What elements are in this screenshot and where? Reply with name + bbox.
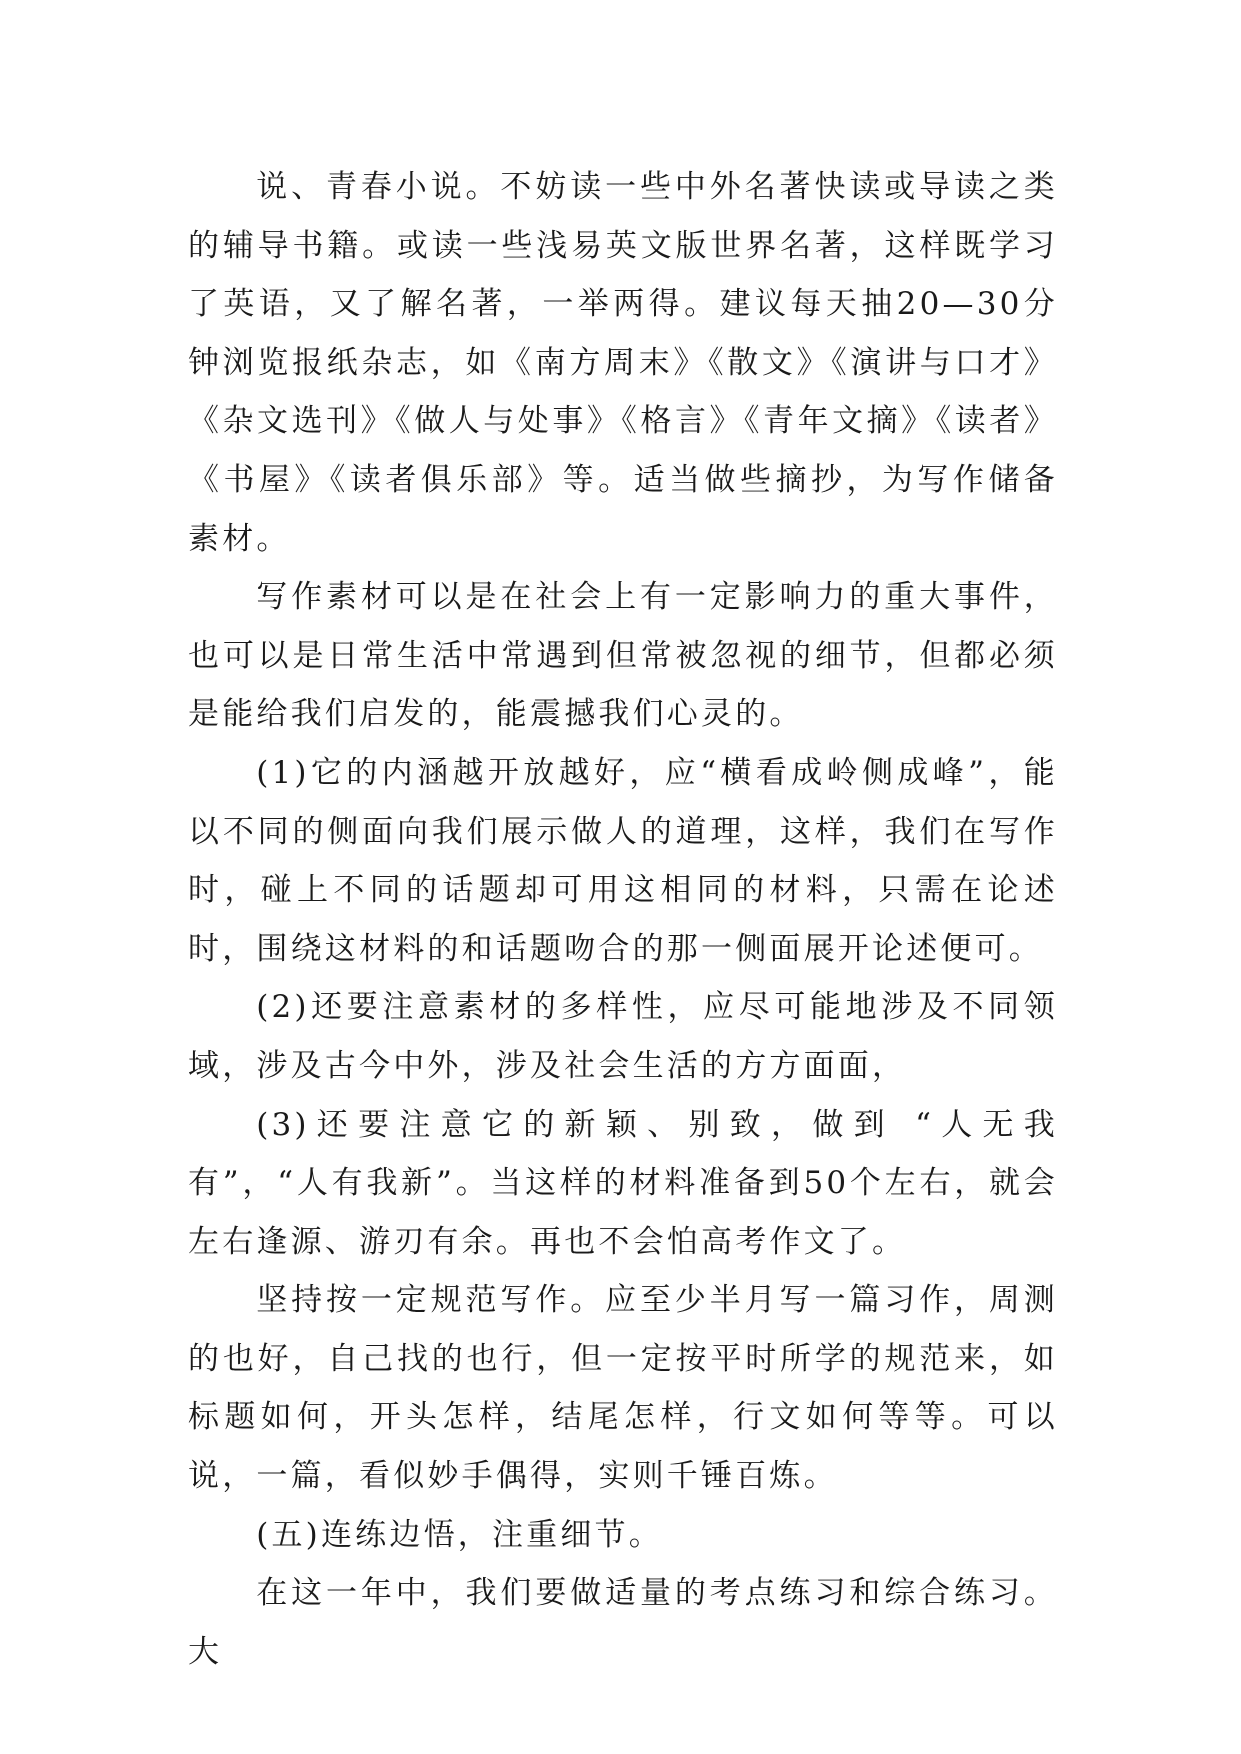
paragraph-practice-exercises: 在这一年中，我们要做适量的考点练习和综合练习。大 — [188, 1575, 1058, 1670]
paragraph-writing-materials: 写作素材可以是在社会上有一定影响力的重大事件，也可以是日常生活中常遇到但常被忽视的细节，但都必须是能给我们启发的，能震撼我们心灵的。 — [188, 579, 1058, 733]
paragraph-point-2: (2)还要注意素材的多样性，应尽可能地涉及不同领域，涉及古今中外，涉及社会生活的方方面面， — [188, 989, 1058, 1084]
paragraph-reading-suggestions: 说、青春小说。不妨读一些中外名著快读或导读之类的辅导书籍。或读一些浅易英文版世界名著，这样既学习了英语，又了解名著，一举两得。建议每天抽20—30分钟浏览报纸杂志，如《南方周末》《散文》《演讲与口才》《杂文选刊》《做人与处事》《格言》《青年文摘》《读者》《书屋》《读者俱乐部》等。适当做些摘抄，为写作储备素材。 — [188, 169, 1058, 557]
document-body — [188, 158, 1058, 1681]
paragraph-writing-practice: 坚持按一定规范写作。应至少半月写一篇习作，周测的也好，自己找的也行，但一定按平时所学的规范来，如标题如何，开头怎样，结尾怎样，行文如何等等。可以说，一篇，看似妙手偶得，实则千锤百炼。 — [188, 1282, 1058, 1495]
paragraph-point-1: (1)它的内涵越开放越好，应“横看成岭侧成峰”，能以不同的侧面向我们展示做人的道理，这样，我们在写作时，碰上不同的话题却可用这相同的材料，只需在论述时，围绕这材料的和话题吻合的那一侧面展开论述便可。 — [188, 754, 1058, 967]
section-heading-5: (五)连练边悟，注重细节。 — [256, 1516, 663, 1553]
paragraph-point-3: (3)还要注意它的新颖、别致，做到 “人无我有”，“人有我新”。当这样的材料准备到50个左右，就会左右逢源、游刃有余。再也不会怕高考作文了。 — [188, 1106, 1058, 1260]
